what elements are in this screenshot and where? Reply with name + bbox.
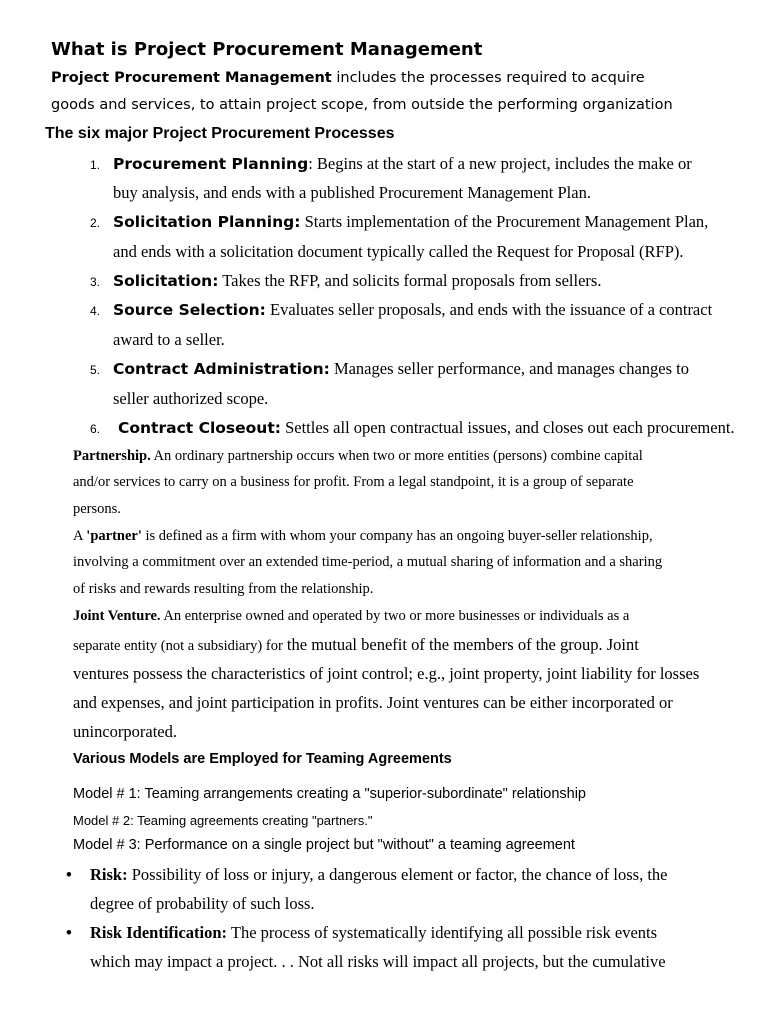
process-number: 3. <box>90 275 101 289</box>
intro-line-1-text: includes the processes required to acquire <box>331 70 645 86</box>
model-item-1: Model # 1: Teaming arrangements creating a "superior-subordinate" relationship <box>73 786 586 802</box>
bullet-text: Possibility of loss or injury, a dangerous element or factor, the chance of loss, the <box>127 865 668 884</box>
model-item-3: Model # 3: Performance on a single project but "without" a teaming agreement <box>73 837 575 853</box>
bullet-term: Risk Identification: <box>90 923 228 942</box>
intro-term: Project Procurement Management <box>51 70 332 86</box>
bullet-item-risk <box>90 865 668 885</box>
process-item-2-continuation: and ends with a solicitation document typically called the Request for Proposal (RFP). <box>113 242 684 261</box>
partner-line-3: of risks and rewards resulting from the relationship. <box>73 581 374 597</box>
process-description: Evaluates seller proposals, and ends with the issuance of a contract <box>265 300 713 319</box>
process-number: 4. <box>90 304 101 318</box>
process-item-5-continuation: seller authorized scope. <box>113 389 269 408</box>
process-item-1-continuation: buy analysis, and ends with a published Procurement Management Plan. <box>113 183 591 202</box>
joint-venture-line-4: and expenses, and joint participation in profits. Joint ventures can be either incorporated or <box>73 693 673 712</box>
process-item-4 <box>90 300 712 320</box>
partnership-line-2: and/or services to carry on a business for profit. From a legal standpoint, it is a group of separate <box>73 474 634 490</box>
partner-prefix: A <box>73 528 87 544</box>
process-name: Procurement Planning <box>113 155 309 173</box>
process-number: 5. <box>90 363 101 377</box>
partnership-line-1 <box>73 448 643 465</box>
process-item-6 <box>90 418 735 438</box>
process-description: Begins at the start of a new project, includes the make or <box>312 154 692 173</box>
bullet-text: The process of systematically identifying all possible risk events <box>227 923 658 942</box>
process-item-2 <box>90 212 708 232</box>
intro-line-1 <box>51 70 645 86</box>
bullet-icon: • <box>66 865 72 884</box>
joint-venture-line-1-text: An enterprise owned and operated by two or more businesses or individuals as a <box>160 608 630 624</box>
process-item-3 <box>90 271 601 291</box>
process-item-1 <box>90 154 692 174</box>
process-name: Contract Administration: <box>113 360 330 378</box>
process-name: Solicitation Planning: <box>113 213 301 231</box>
process-description: Settles all open contractual issues, and closes out each procurement. <box>280 418 735 437</box>
partnership-line-3: persons. <box>73 501 121 517</box>
joint-venture-line-3: ventures possess the characteristics of joint control; e.g., joint property, joint liability for losses <box>73 664 700 683</box>
process-item-5 <box>90 359 689 379</box>
bullet-item-risk-identification <box>90 923 657 943</box>
partner-line-1-text: is defined as a firm with whom your company has an ongoing buyer-seller relationship, <box>141 528 653 544</box>
bullet-item-risk-continuation: degree of probability of such loss. <box>90 894 315 913</box>
process-description: Manages seller performance, and manages changes to <box>329 359 689 378</box>
process-name: Contract Closeout: <box>118 419 281 437</box>
bullet-term: Risk: <box>90 865 128 884</box>
process-description: Takes the RFP, and solicits formal proposals from sellers. <box>218 271 602 290</box>
process-separator: : <box>308 154 313 173</box>
partnership-term: Partnership. <box>73 448 151 464</box>
processes-heading: The six major Project Procurement Processes <box>45 125 395 142</box>
partner-line-1 <box>73 528 653 545</box>
process-number: 6. <box>90 422 101 436</box>
bullet-icon: • <box>66 923 72 942</box>
joint-venture-line-2-small: separate entity (not a subsidiary) for <box>73 638 283 654</box>
process-number: 2. <box>90 216 101 230</box>
joint-venture-line-2-big: the mutual benefit of the members of the group. Joint <box>282 635 639 654</box>
process-item-4-continuation: award to a seller. <box>113 330 225 349</box>
joint-venture-term: Joint Venture. <box>73 608 161 624</box>
joint-venture-line-2 <box>73 635 639 655</box>
process-description: Starts implementation of the Procurement Management Plan, <box>300 212 709 231</box>
partnership-line-1-text: An ordinary partnership occurs when two or more entities (persons) combine capital <box>150 448 643 464</box>
joint-venture-line-1 <box>73 608 629 625</box>
page-title: What is Project Procurement Management <box>51 39 483 60</box>
models-heading: Various Models are Employed for Teaming Agreements <box>73 751 452 767</box>
joint-venture-line-5: unincorporated. <box>73 722 178 741</box>
bullet-item-risk-identification-continuation: which may impact a project. . . Not all risks will impact all projects, but the cumulative <box>90 952 666 971</box>
intro-line-2: goods and services, to attain project scope, from outside the performing organization <box>51 97 673 113</box>
model-item-2: Model # 2: Teaming agreements creating "partners." <box>73 813 373 828</box>
process-name: Solicitation: <box>113 272 219 290</box>
process-number: 1. <box>90 158 101 172</box>
partner-line-2: involving a commitment over an extended time-period, a mutual sharing of information and a sharing <box>73 554 663 570</box>
process-name: Source Selection: <box>113 301 266 319</box>
partner-term: 'partner' <box>86 528 142 544</box>
